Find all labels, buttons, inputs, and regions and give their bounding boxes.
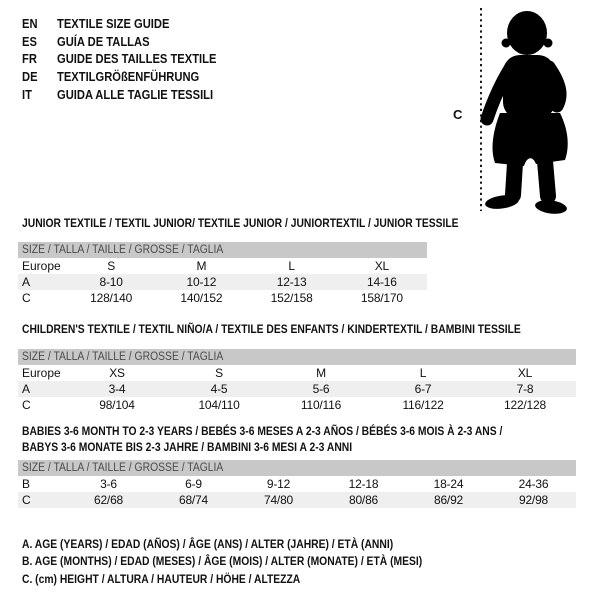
language-title: GUÍA DE TALLAS — [57, 33, 150, 49]
size-cell: 24-36 — [518, 477, 549, 491]
row-label: C — [22, 291, 31, 305]
language-row — [22, 15, 242, 33]
table-row — [18, 381, 576, 397]
size-cell: 158/170 — [360, 291, 403, 305]
table-title-line: BABIES 3-6 MONTH TO 2-3 YEARS / BEBÉS 3-6 MESES A 2-3 AÑOS / BÉBÉS 3-6 MOIS À 2-3 ANS / — [22, 424, 503, 438]
language-title: TEXTILE SIZE GUIDE — [57, 16, 170, 31]
language-row — [22, 86, 242, 104]
size-cell: 12-18 — [348, 477, 379, 491]
row-label: Europe — [22, 366, 61, 380]
language-code: DE — [22, 69, 38, 85]
row-label: C — [22, 493, 31, 507]
language-code: IT — [22, 86, 32, 102]
size-cell: 110/116 — [300, 398, 342, 412]
table-row — [18, 476, 576, 492]
baby-leg-left — [513, 163, 515, 195]
row-label: B — [22, 477, 31, 491]
size-cell: 152/158 — [270, 291, 313, 305]
language-title: TEXTILGRÖßENFÜHRUNG — [57, 69, 200, 85]
legend-note: A. AGE (YEARS) / EDAD (AÑOS) / ÂGE (ANS) / ALTER (JAHRE) / ETÀ (ANNI) — [22, 537, 394, 551]
junior-table-rows — [18, 258, 427, 306]
size-cell: 140/152 — [180, 291, 223, 305]
baby-ear-right — [544, 39, 553, 48]
size-cell: 122/128 — [504, 398, 546, 412]
size-cell: M — [316, 366, 326, 380]
baby-foot-right — [534, 199, 567, 215]
height-measure-label: C — [453, 107, 463, 122]
size-header-bar — [18, 460, 576, 476]
language-title: GUIDE DES TAILLES TEXTILE — [57, 51, 217, 67]
size-cell: 3-4 — [108, 382, 126, 396]
size-cell: 68/74 — [178, 493, 209, 507]
language-code: ES — [22, 33, 37, 49]
size-cell: 7-8 — [516, 382, 534, 396]
size-cell: XS — [109, 366, 125, 380]
baby-toddler-silhouette-icon — [470, 5, 600, 215]
size-cell: XL — [517, 366, 533, 380]
babies-size-table — [18, 423, 576, 508]
table-row — [18, 492, 576, 508]
table-title-line: JUNIOR TEXTILE / TEXTIL JUNIOR/ TEXTILE JUNIOR / JUNIORTEXTIL / JUNIOR TESSILE — [22, 216, 459, 230]
table-title-line: BABYS 3-6 MONATE BIS 2-3 JAHRE / BAMBINI 3-6 MESI A 2-3 ANNI — [22, 440, 353, 454]
size-cell: 6-7 — [414, 382, 432, 396]
language-row — [22, 68, 242, 86]
size-cell: 4-5 — [210, 382, 228, 396]
language-code: EN — [22, 16, 38, 31]
size-cell: 128/140 — [90, 291, 133, 305]
size-cell: 8-10 — [99, 275, 123, 289]
junior-size-table — [18, 215, 459, 306]
row-label: A — [22, 382, 31, 396]
legend-note: C. (cm) HEIGHT / ALTURA / HAUTEUR / HÖHE / ALTEZZA — [22, 571, 301, 586]
language-title-list — [22, 15, 242, 103]
children-table-title — [18, 321, 576, 337]
size-cell: 9-12 — [266, 477, 291, 491]
row-label: C — [22, 398, 31, 412]
size-cell: 6-9 — [185, 477, 202, 491]
language-title: GUIDA ALLE TAGLIE TESSILI — [57, 86, 214, 102]
size-cell: XL — [374, 259, 390, 273]
table-title-line: CHILDREN'S TEXTILE / TEXTIL NIÑO/A / TEXTILE DES ENFANTS / KINDERTEXTIL / BAMBINI TESSILE — [22, 322, 521, 336]
size-cell: 14-16 — [367, 275, 397, 289]
size-cell: 10-12 — [186, 275, 217, 289]
size-cell: 86/92 — [433, 493, 464, 507]
size-header-label: SIZE / TALLA / TAILLE / GRÖSSE / TAGLIA — [22, 462, 224, 474]
baby-head — [507, 11, 547, 55]
size-header-label: SIZE / TALLA / TAILLE / GRÖSSE / TAGLIA — [22, 351, 224, 363]
size-cell: S — [107, 259, 116, 273]
babies-table-title — [18, 423, 576, 455]
children-table-rows — [18, 365, 576, 413]
table-row — [18, 258, 427, 274]
size-cell: 104/110 — [198, 398, 240, 412]
size-cell: 5-6 — [312, 382, 330, 396]
table-row — [18, 397, 576, 413]
size-cell: 116/122 — [402, 398, 444, 412]
children-size-table — [18, 321, 576, 413]
language-code: FR — [22, 51, 37, 67]
size-cell: S — [215, 366, 223, 380]
language-row — [22, 33, 242, 51]
size-cell: 3-6 — [100, 477, 117, 491]
junior-table-title — [18, 215, 459, 231]
size-cell: 12-13 — [276, 275, 307, 289]
size-cell: 80/86 — [348, 493, 379, 507]
size-cell: L — [419, 366, 427, 380]
size-cell: 18-24 — [433, 477, 464, 491]
table-row — [18, 365, 576, 381]
baby-shorts — [493, 113, 568, 166]
row-label: A — [22, 275, 31, 289]
size-cell: L — [288, 259, 295, 273]
row-label: Europe — [22, 259, 61, 273]
size-header-bar — [18, 242, 427, 258]
legend-notes — [22, 536, 487, 588]
size-cell: 74/80 — [263, 493, 294, 507]
babies-table-rows — [18, 476, 576, 508]
baby-leg-right — [545, 161, 548, 196]
language-row — [22, 50, 242, 68]
size-header-bar — [18, 349, 576, 365]
legend-note: B. AGE (MONTHS) / EDAD (MESES) / ÂGE (MOIS) / ALTER (MONATE) / ETÀ (MESI) — [22, 554, 423, 569]
size-cell: 98/104 — [99, 398, 135, 412]
table-row — [18, 290, 427, 306]
size-cell: 62/68 — [93, 493, 124, 507]
size-cell: M — [196, 259, 207, 273]
table-row — [18, 274, 427, 290]
size-cell: 92/98 — [518, 493, 549, 507]
size-header-label: SIZE / TALLA / TAILLE / GRÖSSE / TAGLIA — [22, 244, 224, 256]
baby-ear-left — [502, 39, 511, 48]
baby-figure — [484, 11, 567, 215]
